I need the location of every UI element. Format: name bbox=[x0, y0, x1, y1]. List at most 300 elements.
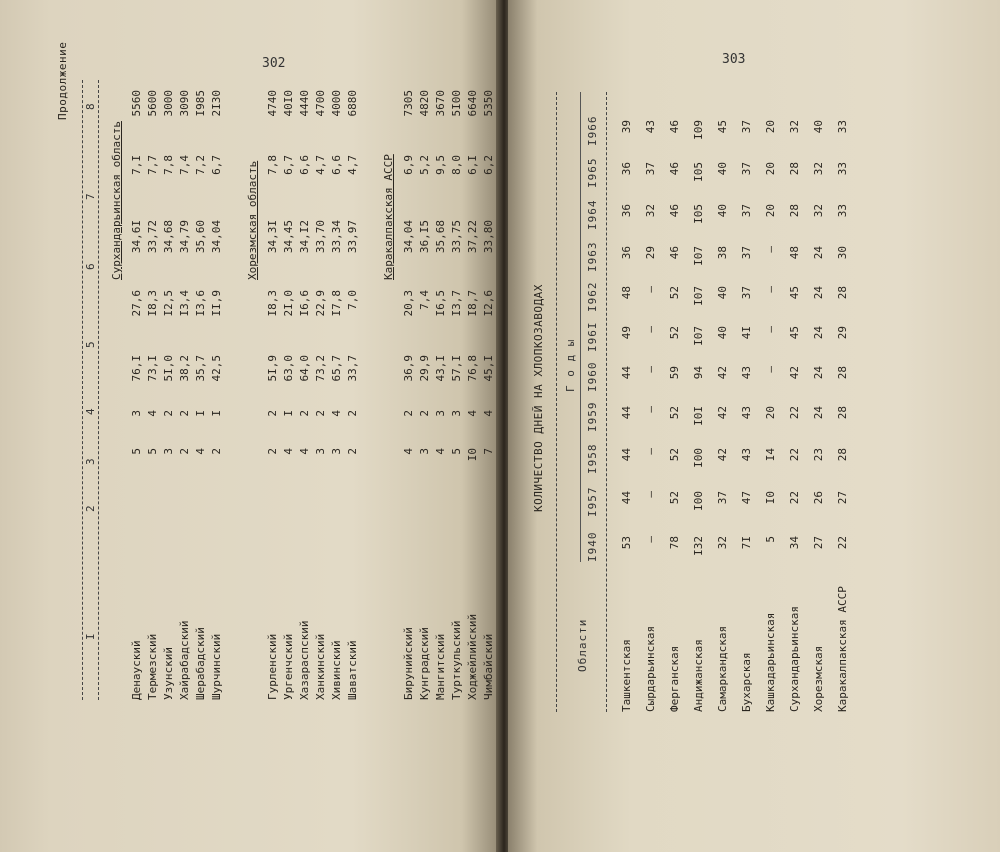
table-cell: 34,45 bbox=[282, 220, 295, 254]
table-cell: 49 bbox=[620, 326, 633, 340]
section-title: Каракалпакская АССР bbox=[382, 154, 395, 280]
table-cell: 32 bbox=[644, 204, 657, 218]
table-cell: I7,8 bbox=[330, 290, 343, 317]
column-header: 2 bbox=[84, 504, 97, 512]
table-row bbox=[716, 92, 730, 712]
table-cell: 43 bbox=[644, 120, 657, 134]
table-cell: 42 bbox=[716, 448, 729, 462]
table-cell: 28 bbox=[788, 162, 801, 176]
table-cell: 40 bbox=[716, 286, 729, 300]
table-cell: 46 bbox=[668, 162, 681, 176]
table-cell: 34,I2 bbox=[298, 220, 311, 254]
region-name: Сырдарьинская bbox=[644, 625, 657, 712]
header-rule bbox=[606, 92, 607, 712]
table-cell: 2 bbox=[178, 448, 191, 455]
region-name: Сурхандарьинская bbox=[788, 606, 801, 712]
table-cell: 6,2 bbox=[482, 155, 495, 175]
table-cell: 20 bbox=[764, 162, 777, 176]
table-cell: – bbox=[644, 366, 657, 373]
table-cell: 40I0 bbox=[282, 90, 295, 117]
year-header: I960 bbox=[586, 361, 599, 392]
column-header: 8 bbox=[84, 102, 97, 110]
year-header: I962 bbox=[586, 281, 599, 312]
table-cell: 52 bbox=[668, 406, 681, 420]
table-cell: 33,75 bbox=[450, 220, 463, 254]
table-cell: 2I,0 bbox=[282, 290, 295, 317]
table-cell: 40 bbox=[812, 120, 825, 134]
table-row bbox=[764, 92, 778, 712]
table-cell: 7,0 bbox=[346, 290, 359, 310]
table-cell: 5 bbox=[450, 448, 463, 455]
table-cell: 37 bbox=[740, 162, 753, 176]
table-row bbox=[178, 80, 192, 700]
table-cell: 6,7 bbox=[210, 155, 223, 175]
table-row bbox=[668, 92, 682, 712]
table-cell: 33,7 bbox=[346, 355, 359, 382]
table-cell: 2 bbox=[402, 410, 415, 417]
table-cell: 45 bbox=[716, 120, 729, 134]
table-cell: 35,60 bbox=[194, 220, 207, 254]
table-row bbox=[282, 80, 296, 700]
table-cell: 6,6 bbox=[298, 155, 311, 175]
table-cell: 47 bbox=[740, 491, 753, 505]
table-cell: 37 bbox=[740, 246, 753, 260]
table-cell: 34,68 bbox=[162, 220, 175, 254]
table-cell: 52 bbox=[668, 326, 681, 340]
table-cell: 40 bbox=[716, 162, 729, 176]
table-cell: I3,6 bbox=[194, 290, 207, 317]
column-header: I bbox=[84, 632, 97, 640]
table-cell: 7,8 bbox=[162, 155, 175, 175]
table-cell: 5,2 bbox=[418, 155, 431, 175]
table-cell: 30 bbox=[836, 246, 849, 260]
table-cell: – bbox=[764, 286, 777, 293]
table-cell: 4 bbox=[482, 410, 495, 417]
table-cell: 4 bbox=[330, 410, 343, 417]
table-cell: I00 bbox=[692, 448, 705, 468]
table-cell: 59 bbox=[668, 366, 681, 380]
table-cell: 5560 bbox=[130, 90, 143, 117]
table-cell: I8,3 bbox=[146, 290, 159, 317]
table-cell: 4 bbox=[194, 448, 207, 455]
table-row bbox=[620, 92, 634, 712]
table-cell: 22,9 bbox=[314, 290, 327, 317]
table-cell: I2,6 bbox=[482, 290, 495, 317]
table-cell: 20 bbox=[764, 406, 777, 420]
table-row bbox=[450, 80, 464, 700]
table-cell: 37 bbox=[644, 162, 657, 176]
page-number: 302 bbox=[262, 56, 286, 71]
table-cell: 4820 bbox=[418, 90, 431, 117]
table-cell: 48 bbox=[620, 286, 633, 300]
table-cell: 7,4 bbox=[178, 155, 191, 175]
year-header: I966 bbox=[586, 115, 599, 146]
table-cell: 2 bbox=[314, 410, 327, 417]
table-cell: 3 bbox=[130, 410, 143, 417]
district-name: Хайрабадский bbox=[178, 620, 191, 700]
region-name: Самаркандская bbox=[716, 625, 729, 712]
table-cell: I8,3 bbox=[266, 290, 279, 317]
table-cell: 6,7 bbox=[282, 155, 295, 175]
table-cell: 24 bbox=[812, 246, 825, 260]
table-cell: 3 bbox=[450, 410, 463, 417]
table-cell: 4 bbox=[402, 448, 415, 455]
table-cell: – bbox=[764, 326, 777, 333]
table-cell: I09 bbox=[692, 120, 705, 140]
table-row bbox=[692, 92, 706, 712]
table-cell: 38,2 bbox=[178, 355, 191, 382]
column-header: 6 bbox=[84, 262, 97, 270]
table-cell: 32 bbox=[788, 120, 801, 134]
table-cell: 6640 bbox=[466, 90, 479, 117]
table-cell: 2I30 bbox=[210, 90, 223, 117]
table-cell: 37 bbox=[740, 286, 753, 300]
region-header: Области bbox=[576, 618, 589, 672]
district-name: Шаватский bbox=[346, 640, 359, 700]
table-cell: 52 bbox=[668, 286, 681, 300]
table-cell: 94 bbox=[692, 366, 705, 380]
region-name: Бухарская bbox=[740, 652, 753, 712]
table-cell: – bbox=[644, 406, 657, 413]
table-cell: 33,34 bbox=[330, 220, 343, 254]
table-title: КОЛИЧЕСТВО ДНЕЙ НА ХЛОПКОЗАВОДАХ bbox=[532, 284, 545, 512]
table-cell: 28 bbox=[836, 366, 849, 380]
table-row bbox=[194, 80, 208, 700]
table-cell: – bbox=[764, 246, 777, 253]
table-row bbox=[314, 80, 328, 700]
table-cell: 3000 bbox=[162, 90, 175, 117]
district-name: Ургенчский bbox=[282, 633, 295, 700]
table-cell: 73,2 bbox=[314, 355, 327, 382]
district-name: Кунградский bbox=[418, 627, 431, 700]
table-cell: 33,80 bbox=[482, 220, 495, 254]
table-cell: 2 bbox=[178, 410, 191, 417]
district-name: Мангитский bbox=[434, 633, 447, 700]
table-cell: I05 bbox=[692, 204, 705, 224]
table-cell: 45 bbox=[788, 286, 801, 300]
table-cell: 42 bbox=[716, 366, 729, 380]
table-cell: 76,I bbox=[130, 355, 143, 382]
table-cell: I4 bbox=[764, 448, 777, 462]
table-cell: I bbox=[282, 410, 295, 417]
region-name: Хорезмская bbox=[812, 645, 825, 712]
table-cell: 27,6 bbox=[130, 290, 143, 317]
table-cell: 46 bbox=[668, 120, 681, 134]
year-header: I96I bbox=[586, 321, 599, 352]
table-cell: 34,79 bbox=[178, 220, 191, 254]
year-header: I959 bbox=[586, 401, 599, 432]
table-cell: 46 bbox=[668, 246, 681, 260]
table-cell: 4I bbox=[740, 326, 753, 340]
table-cell: – bbox=[644, 448, 657, 455]
table-cell: – bbox=[644, 536, 657, 543]
district-name: Турткульский bbox=[450, 620, 463, 700]
district-name: Бирунийский bbox=[402, 627, 415, 700]
table-cell: 36 bbox=[620, 162, 633, 176]
table-cell: II,9 bbox=[210, 290, 223, 317]
table-cell: 53 bbox=[620, 536, 633, 550]
table-cell: 3090 bbox=[178, 90, 191, 117]
table-cell: 52 bbox=[668, 491, 681, 505]
table-row bbox=[330, 80, 344, 700]
table-cell: 6,9 bbox=[402, 155, 415, 175]
table-cell: 2 bbox=[418, 410, 431, 417]
table-cell: 24 bbox=[812, 406, 825, 420]
continuation-label: Продолжение bbox=[56, 41, 69, 120]
table-cell: 78 bbox=[668, 536, 681, 550]
table-cell: 4440 bbox=[298, 90, 311, 117]
table-cell: 5 bbox=[130, 448, 143, 455]
table-cell: I0I bbox=[692, 406, 705, 426]
table-cell: 3 bbox=[162, 448, 175, 455]
table-cell: 2 bbox=[298, 410, 311, 417]
table-cell: 5 bbox=[764, 536, 777, 543]
district-name: Шерабадский bbox=[194, 627, 207, 700]
table-row bbox=[434, 80, 448, 700]
table-cell: 4,7 bbox=[346, 155, 359, 175]
table-cell: 5600 bbox=[146, 90, 159, 117]
table-cell: 9,5 bbox=[434, 155, 447, 175]
table-cell: 28 bbox=[836, 406, 849, 420]
table-cell: 2 bbox=[210, 448, 223, 455]
table-cell: – bbox=[644, 326, 657, 333]
column-header: 3 bbox=[84, 457, 97, 465]
table-cell: 3 bbox=[314, 448, 327, 455]
table-cell: 40 bbox=[716, 326, 729, 340]
table-cell: 45 bbox=[788, 326, 801, 340]
table-cell: – bbox=[644, 286, 657, 293]
years-header: Г о д ы bbox=[564, 338, 577, 392]
table-cell: 33 bbox=[836, 162, 849, 176]
region-name: Ферганская bbox=[668, 645, 681, 712]
table-cell: 8,0 bbox=[450, 155, 463, 175]
table-cell: 4 bbox=[298, 448, 311, 455]
table-cell: 26 bbox=[812, 491, 825, 505]
table-cell: I bbox=[194, 410, 207, 417]
table-cell: 4740 bbox=[266, 90, 279, 117]
table-cell: 27 bbox=[836, 491, 849, 505]
year-header: I940 bbox=[586, 531, 599, 562]
table-cell: 37,22 bbox=[466, 220, 479, 254]
table-cell: 46 bbox=[668, 204, 681, 218]
district-name: Чимбайский bbox=[482, 633, 495, 700]
page-number: 303 bbox=[722, 52, 746, 67]
table-cell: 4700 bbox=[314, 90, 327, 117]
table-cell: 7 bbox=[482, 448, 495, 455]
table-cell: 24 bbox=[812, 366, 825, 380]
table-row bbox=[146, 80, 160, 700]
table-cell: I985 bbox=[194, 90, 207, 117]
table-cell: 43 bbox=[740, 366, 753, 380]
table-cell: 6,I bbox=[466, 155, 479, 175]
year-header: I965 bbox=[586, 157, 599, 188]
section-title: Хорезмская область bbox=[246, 160, 259, 280]
table-cell: 6,6 bbox=[330, 155, 343, 175]
table-cell: 42,5 bbox=[210, 355, 223, 382]
year-header: I957 bbox=[586, 486, 599, 517]
table-cell: I bbox=[210, 410, 223, 417]
table-cell: I07 bbox=[692, 286, 705, 306]
header-rule bbox=[98, 80, 99, 700]
table-cell: 43,I bbox=[434, 355, 447, 382]
table-row bbox=[418, 80, 432, 700]
table-cell: 34,04 bbox=[210, 220, 223, 254]
table-row bbox=[466, 80, 480, 700]
table-cell: 36 bbox=[620, 204, 633, 218]
table-cell: I2,5 bbox=[162, 290, 175, 317]
right-table bbox=[528, 72, 968, 712]
region-name: Каракалпакская АССР bbox=[836, 586, 849, 712]
table-cell: 34,6I bbox=[130, 220, 143, 254]
table-cell: 44 bbox=[620, 448, 633, 462]
table-cell: I6,6 bbox=[298, 290, 311, 317]
table-cell: 44 bbox=[620, 366, 633, 380]
table-cell: 4 bbox=[466, 410, 479, 417]
district-name: Шурчинский bbox=[210, 633, 223, 700]
table-cell: 28 bbox=[788, 204, 801, 218]
table-cell: 4 bbox=[434, 448, 447, 455]
table-cell: 29 bbox=[836, 326, 849, 340]
table-cell: 63,0 bbox=[282, 355, 295, 382]
table-cell: 44 bbox=[620, 491, 633, 505]
region-name: Андижанская bbox=[692, 639, 705, 712]
table-cell: 22 bbox=[836, 536, 849, 550]
column-header: 7 bbox=[84, 192, 97, 200]
table-cell: 43 bbox=[740, 406, 753, 420]
table-cell: 43 bbox=[740, 448, 753, 462]
table-row bbox=[298, 80, 312, 700]
table-cell: 36 bbox=[620, 246, 633, 260]
table-cell: 32 bbox=[812, 204, 825, 218]
right-page bbox=[508, 0, 1000, 852]
table-cell: 38 bbox=[716, 246, 729, 260]
header-rule bbox=[556, 92, 557, 712]
district-name: Гурленский bbox=[266, 633, 279, 700]
table-cell: 33,72 bbox=[146, 220, 159, 254]
table-cell: 65,7 bbox=[330, 355, 343, 382]
district-name: Узунский bbox=[162, 647, 175, 700]
table-cell: 4 bbox=[282, 448, 295, 455]
table-cell: 37 bbox=[716, 491, 729, 505]
table-cell: 35,7 bbox=[194, 355, 207, 382]
district-name: Хазараспский bbox=[298, 620, 311, 700]
table-cell: I07 bbox=[692, 246, 705, 266]
table-row bbox=[266, 80, 280, 700]
table-cell: 24 bbox=[812, 286, 825, 300]
region-name: Кашкадарьинская bbox=[764, 612, 777, 712]
table-cell: 37 bbox=[740, 120, 753, 134]
table-cell: 29,9 bbox=[418, 355, 431, 382]
table-cell: 22 bbox=[788, 448, 801, 462]
table-cell: 5350 bbox=[482, 90, 495, 117]
table-cell: 52 bbox=[668, 448, 681, 462]
table-cell: I3,7 bbox=[450, 290, 463, 317]
table-cell: 64,0 bbox=[298, 355, 311, 382]
table-cell: 33,97 bbox=[346, 220, 359, 254]
table-cell: 7,I bbox=[130, 155, 143, 175]
table-row bbox=[402, 80, 416, 700]
table-cell: 6880 bbox=[346, 90, 359, 117]
years-rule bbox=[580, 92, 581, 562]
district-name: Ханкинский bbox=[314, 633, 327, 700]
table-row bbox=[836, 92, 850, 712]
year-header: I964 bbox=[586, 199, 599, 230]
table-cell: 20 bbox=[764, 120, 777, 134]
table-cell: 5I00 bbox=[450, 90, 463, 117]
table-row bbox=[812, 92, 826, 712]
table-cell: 7,2 bbox=[194, 155, 207, 175]
table-cell: 22 bbox=[788, 491, 801, 505]
table-cell: 7I bbox=[740, 536, 753, 550]
column-header: 4 bbox=[84, 407, 97, 415]
table-cell: I6,5 bbox=[434, 290, 447, 317]
table-cell: I0 bbox=[466, 448, 479, 462]
table-row bbox=[788, 92, 802, 712]
table-row bbox=[346, 80, 360, 700]
table-cell: 7305 bbox=[402, 90, 415, 117]
table-cell: 28 bbox=[836, 286, 849, 300]
table-cell: 32 bbox=[716, 536, 729, 550]
table-cell: 33 bbox=[836, 120, 849, 134]
district-name: Термезский bbox=[146, 633, 159, 700]
table-cell: 33,70 bbox=[314, 220, 327, 254]
table-cell: I32 bbox=[692, 536, 705, 556]
table-cell: 7,4 bbox=[418, 290, 431, 310]
table-cell: 4,7 bbox=[314, 155, 327, 175]
year-header: I958 bbox=[586, 443, 599, 474]
table-cell: 76,8 bbox=[466, 355, 479, 382]
table-cell: 22 bbox=[788, 406, 801, 420]
section-title: Сурхандарьинская область bbox=[110, 121, 123, 280]
table-cell: 33 bbox=[836, 204, 849, 218]
district-name: Хивинский bbox=[330, 640, 343, 700]
table-cell: – bbox=[644, 491, 657, 498]
table-cell: 4000 bbox=[330, 90, 343, 117]
table-cell: 2 bbox=[162, 410, 175, 417]
table-cell: 24 bbox=[812, 326, 825, 340]
table-cell: 29 bbox=[644, 246, 657, 260]
table-cell: I0 bbox=[764, 491, 777, 505]
table-cell: 2 bbox=[266, 410, 279, 417]
table-row bbox=[482, 80, 496, 700]
table-cell: I3,4 bbox=[178, 290, 191, 317]
table-cell: 27 bbox=[812, 536, 825, 550]
table-cell: 42 bbox=[716, 406, 729, 420]
table-cell: 36,I5 bbox=[418, 220, 431, 254]
table-cell: 40 bbox=[716, 204, 729, 218]
table-cell: 4 bbox=[146, 410, 159, 417]
table-cell: – bbox=[764, 366, 777, 373]
column-header: 5 bbox=[84, 340, 97, 348]
region-name: Ташкентская bbox=[620, 639, 633, 712]
table-cell: I00 bbox=[692, 491, 705, 511]
table-cell: I05 bbox=[692, 162, 705, 182]
table-cell: 39 bbox=[620, 120, 633, 134]
table-cell: 23 bbox=[812, 448, 825, 462]
table-cell: 7,7 bbox=[146, 155, 159, 175]
left-table bbox=[56, 40, 500, 700]
table-cell: 34 bbox=[788, 536, 801, 550]
table-cell: 3670 bbox=[434, 90, 447, 117]
table-cell: 37 bbox=[740, 204, 753, 218]
table-cell: 32 bbox=[812, 162, 825, 176]
table-cell: 3 bbox=[434, 410, 447, 417]
table-cell: 20,3 bbox=[402, 290, 415, 317]
table-cell: 73,I bbox=[146, 355, 159, 382]
district-name: Денауский bbox=[130, 640, 143, 700]
table-cell: 3 bbox=[330, 448, 343, 455]
table-cell: 34,3I bbox=[266, 220, 279, 254]
